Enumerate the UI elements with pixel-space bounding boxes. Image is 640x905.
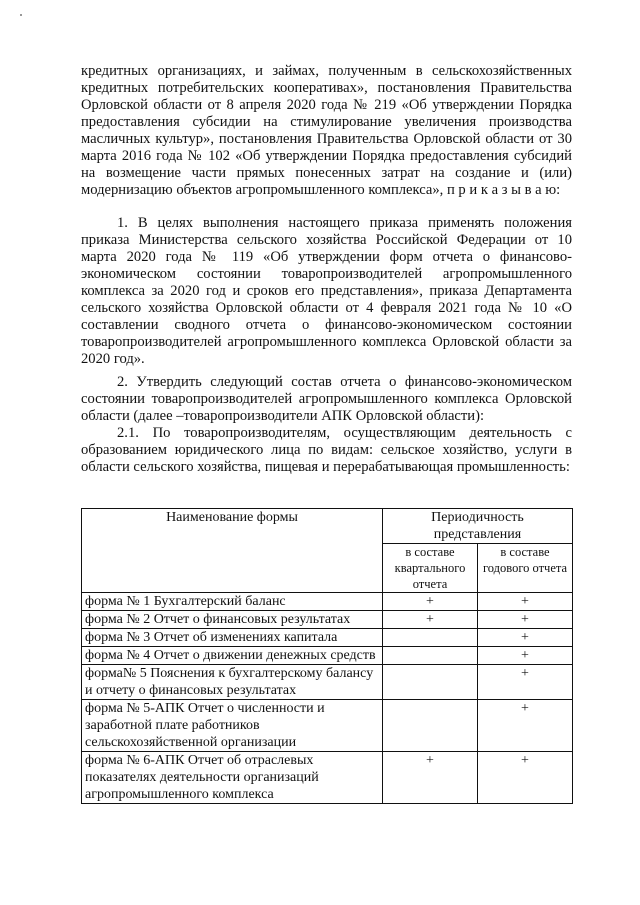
- header-annual: в составе годового отчета: [478, 544, 573, 593]
- annual-mark: +: [478, 700, 573, 752]
- form-name-cell: форма№ 5 Пояснения к бухгалтерскому балансу и отчету о финансовых результатах: [82, 665, 383, 700]
- form-name-cell: форма № 6-АПК Отчет об отраслевых показателях деятельности организаций агропромышленного комплекса: [82, 752, 383, 804]
- item-2-paragraph: 2. Утвердить следующий состав отчета о финансово-экономическом состоянии товаропроизводителей агропромышленного комплекса Орловской области (далее –товаропроизводители АПК Орловской области):: [81, 374, 572, 424]
- item-1-paragraph: 1. В целях выполнения настоящего приказа применять положения приказа Министерства сельского хозяйства Российской Федерации от 10 марта 2020 года № 119 «Об утверждении форм отчета о финансово-экономическом состоянии товаропроизводителей агропромышленного комплекса за 2020 год и сроков его представления», приказа Департамента сельского хозяйства Орловской области от 4 февраля 2021 года № 10 «О составлении сводного отчета о финансово-экономическом состоянии товаропроизводителей агропромышленного комплекса Орловской области за 2020 год».: [81, 215, 572, 367]
- table-row: [82, 629, 573, 647]
- table-row: [82, 700, 573, 752]
- header-periodicity: Периодичность представления: [383, 509, 573, 544]
- scan-speck: [20, 14, 22, 16]
- table-row: [82, 647, 573, 665]
- forms-table: [81, 508, 573, 804]
- annual-mark: +: [478, 611, 573, 629]
- item-2-1-paragraph: 2.1. По товаропроизводителям, осуществляющим деятельность с образованием юридического лица по видам: сельское хозяйство, услуги в области сельского хозяйства, пищевая и перерабатывающая промышленность:: [81, 425, 572, 475]
- annual-mark: +: [478, 593, 573, 611]
- form-name-cell: форма № 2 Отчет о финансовых результатах: [82, 611, 383, 629]
- quarterly-mark: [383, 700, 478, 752]
- annual-mark: +: [478, 647, 573, 665]
- quarterly-mark: +: [383, 593, 478, 611]
- annual-mark: +: [478, 665, 573, 700]
- quarterly-mark: +: [383, 752, 478, 804]
- quarterly-mark: +: [383, 611, 478, 629]
- annual-mark: +: [478, 629, 573, 647]
- form-name-cell: форма № 1 Бухгалтерский баланс: [82, 593, 383, 611]
- form-name-cell: форма № 4 Отчет о движении денежных средств: [82, 647, 383, 665]
- header-form-name: Наименование формы: [82, 509, 383, 593]
- intro-paragraph: кредитных организациях, и займах, полученным в сельскохозяйственных кредитных потребительских кооперативах», постановления Правительства Орловской области от 8 апреля 2020 года № 219 «Об утверждении Порядка предоставления субсидии на стимулирование увеличения производства масличных культур», постановления Правительства Орловской области от 30 марта 2016 года № 102 «Об утверждении Порядка предоставления субсидий на возмещение части прямых понесенных затрат на создание и (или) модернизацию объектов агропромышленного комплекса», п р и к а з ы в а ю:: [81, 63, 572, 198]
- form-name-cell: форма № 5-АПК Отчет о численности и заработной плате работников сельскохозяйственной организации: [82, 700, 383, 752]
- quarterly-mark: [383, 629, 478, 647]
- table-row: [82, 611, 573, 629]
- header-quarterly: в составе квартального отчета: [383, 544, 478, 593]
- form-name-cell: форма № 3 Отчет об изменениях капитала: [82, 629, 383, 647]
- annual-mark: +: [478, 752, 573, 804]
- table-row: [82, 665, 573, 700]
- table-row: [82, 752, 573, 804]
- quarterly-mark: [383, 665, 478, 700]
- table-row: [82, 593, 573, 611]
- quarterly-mark: [383, 647, 478, 665]
